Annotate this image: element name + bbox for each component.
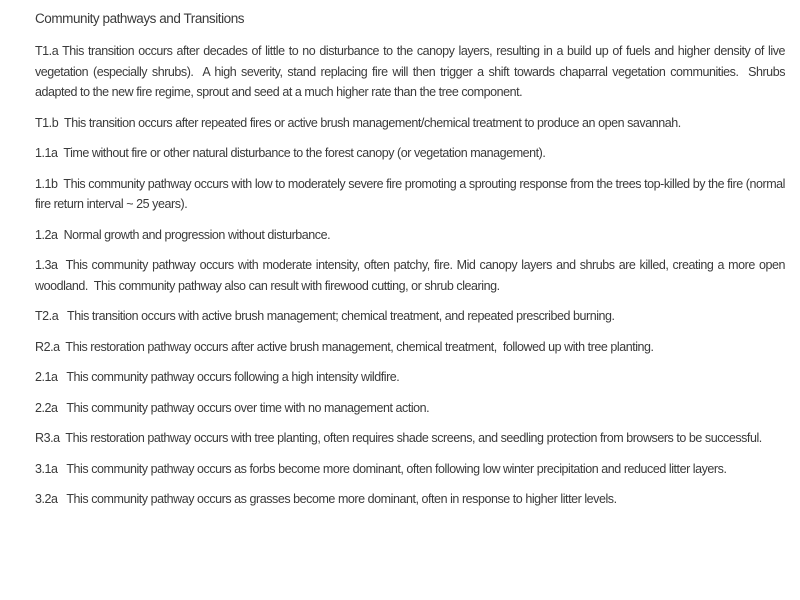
paragraph [35,143,785,164]
paragraph-label: 3.1a [35,461,58,476]
paragraph-label: T1.b [35,115,59,130]
paragraph-body: This restoration pathway occurs with tree planting, often requires shade screens, and seedling protection from browsers to be successful. [59,431,762,445]
paragraph [35,367,785,388]
paragraph-label: 1.2a [35,227,58,242]
paragraph-label: T2.a [35,309,59,323]
paragraph-body: This community pathway occurs over time with no management action. [57,400,430,415]
paragraph-body: This community pathway occurs as forbs become more dominant, often following low winter precipitation and reduced litter layers. [57,461,727,476]
paragraph-label: R3.a [35,431,60,445]
paragraph-label: 2.2a [35,400,58,415]
paragraph [35,489,785,510]
page-title: Community pathways and Transitions [35,11,245,26]
paragraph-label: 1.1b [35,176,58,191]
paragraph [35,174,789,215]
paragraph-body: This restoration pathway occurs after active brush management, chemical treatment, followed up with tree planting. [59,339,654,354]
paragraph [35,459,785,480]
paragraph-label: 2.1a [35,370,58,384]
paragraph [35,113,785,134]
paragraph-body: This community pathway occurs as grasses become more dominant, often in response to higher litter levels. [57,492,617,506]
paragraph [35,306,785,327]
paragraph-body: This transition occurs after decades of little to no disturbance to the canopy layers, resulting in a build up of fuels and higher density of live vegetation (especially shrubs). A high severity, stand replacing fire will then trigger a shift towards chaparral vegetation communities. Shrubs adapted to the new fire regime, sprout and seed at a much higher rate than the tree component. [35,44,789,99]
paragraph-list [35,41,789,510]
paragraph [35,225,785,246]
paragraph-label: T1.a [35,44,59,58]
paragraph-body: Normal growth and progression without disturbance. [57,227,331,242]
paragraph-body: Time without fire or other natural disturbance to the forest canopy (or vegetation management). [57,146,546,160]
paragraph [35,337,785,358]
paragraph-body: This community pathway occurs with moderate intensity, often patchy, fire. Mid canopy layers and shrubs are killed, creating a more open woodland. This community pathway also can result with firewood cutting, or shrub clearing. [35,258,789,293]
paragraph [35,398,785,419]
paragraph-label: R2.a [35,339,60,354]
paragraph [35,255,789,296]
paragraph [35,428,785,449]
paragraph-body: This transition occurs after repeated fires or active brush management/chemical treatment to produce an open savannah. [58,115,681,130]
paragraph-body: This community pathway occurs with low to moderately severe fire promoting a sprouting response from the trees top-killed by the fire (normal fire return interval ~ 25 years). [35,176,789,211]
paragraph-body: This transition occurs with active brush management; chemical treatment, and repeated prescribed burning. [58,309,615,323]
paragraph-label: 3.2a [35,492,58,506]
paragraph-body: This community pathway occurs following a high intensity wildfire. [57,370,400,384]
paragraph-label: 1.1a [35,146,58,160]
paragraph [35,41,789,103]
paragraph-label: 1.3a [35,258,58,272]
